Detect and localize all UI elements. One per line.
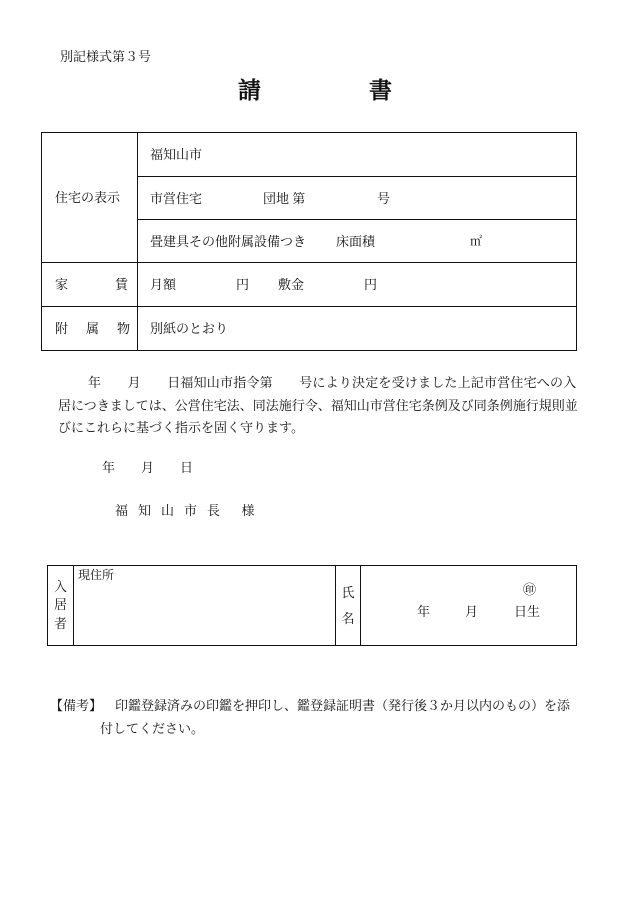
attachments-label: 附 属 物 [55, 321, 133, 336]
birth-year-label: 年 [417, 604, 431, 619]
rent-label: 家 賃 [55, 277, 131, 292]
fixtures-label: 畳建具その他附属設備つき [150, 233, 307, 249]
remarks-label: 【備考】 [50, 698, 103, 713]
monthly-rent-label: 月額 [150, 277, 177, 292]
pledge-line: びにこれらに基づく指示を固く守ります。 [58, 420, 304, 435]
resident-label: 入居者 [54, 578, 68, 631]
housing-label-cell [42, 133, 138, 263]
housing-fixtures-cell [138, 220, 576, 263]
housing-number-cell [138, 177, 576, 220]
resident-label-cell [48, 566, 74, 645]
remarks-line: 印鑑登録済みの印鑑を押印し、鑑登録証明書（発行後３か月以内のもの）を添 [115, 698, 571, 713]
housing-table [41, 132, 577, 351]
monthly-rent-yen: 円 [236, 277, 250, 292]
municipal-housing-label: 市営住宅 [150, 190, 203, 206]
number-suffix: 号 [377, 190, 391, 206]
danchi-number-label: 団地 第 [263, 190, 306, 206]
seal-mark: ㊞ [523, 582, 537, 597]
housing-city-cell [138, 133, 576, 177]
pledge-line: 年 月 日福知山市指令第 号により決定を受けました上記市営住宅への入 [88, 375, 577, 390]
attachments-label-cell [42, 307, 138, 350]
document-title: 請 書 [238, 78, 396, 103]
floor-area-unit: ㎡ [470, 234, 483, 248]
resident-table [47, 565, 577, 646]
current-address-label: 現住所 [78, 568, 115, 582]
pledge-line: 居につきましては、公営住宅法、同法施行令、福知山市営住宅条例及び同条例施行規則並 [58, 398, 578, 413]
current-address-cell [74, 566, 336, 645]
rent-cell [138, 263, 576, 307]
city-name: 福知山市 [150, 147, 203, 162]
deposit-label: 敷金 [278, 277, 305, 292]
remarks-line: 付してください。 [100, 721, 205, 736]
form-number: 別記様式第３号 [60, 49, 152, 64]
addressee: 福 知 山 市 長 様 [115, 503, 254, 518]
deposit-yen: 円 [364, 277, 378, 292]
name-signature-cell [361, 566, 576, 645]
rent-label-cell [42, 263, 138, 307]
attachments-cell [138, 307, 576, 350]
name-label-cell [336, 566, 361, 645]
date-line: 年 月 日 [102, 460, 194, 475]
attachments-value: 別紙のとおり [150, 321, 229, 336]
housing-label: 住宅の表示 [55, 190, 121, 205]
name-label: 氏名 [341, 584, 355, 626]
birth-day-label: 日生 [514, 604, 541, 619]
birth-month-label: 月 [465, 604, 479, 619]
floor-area-label: 床面積 [336, 233, 376, 249]
